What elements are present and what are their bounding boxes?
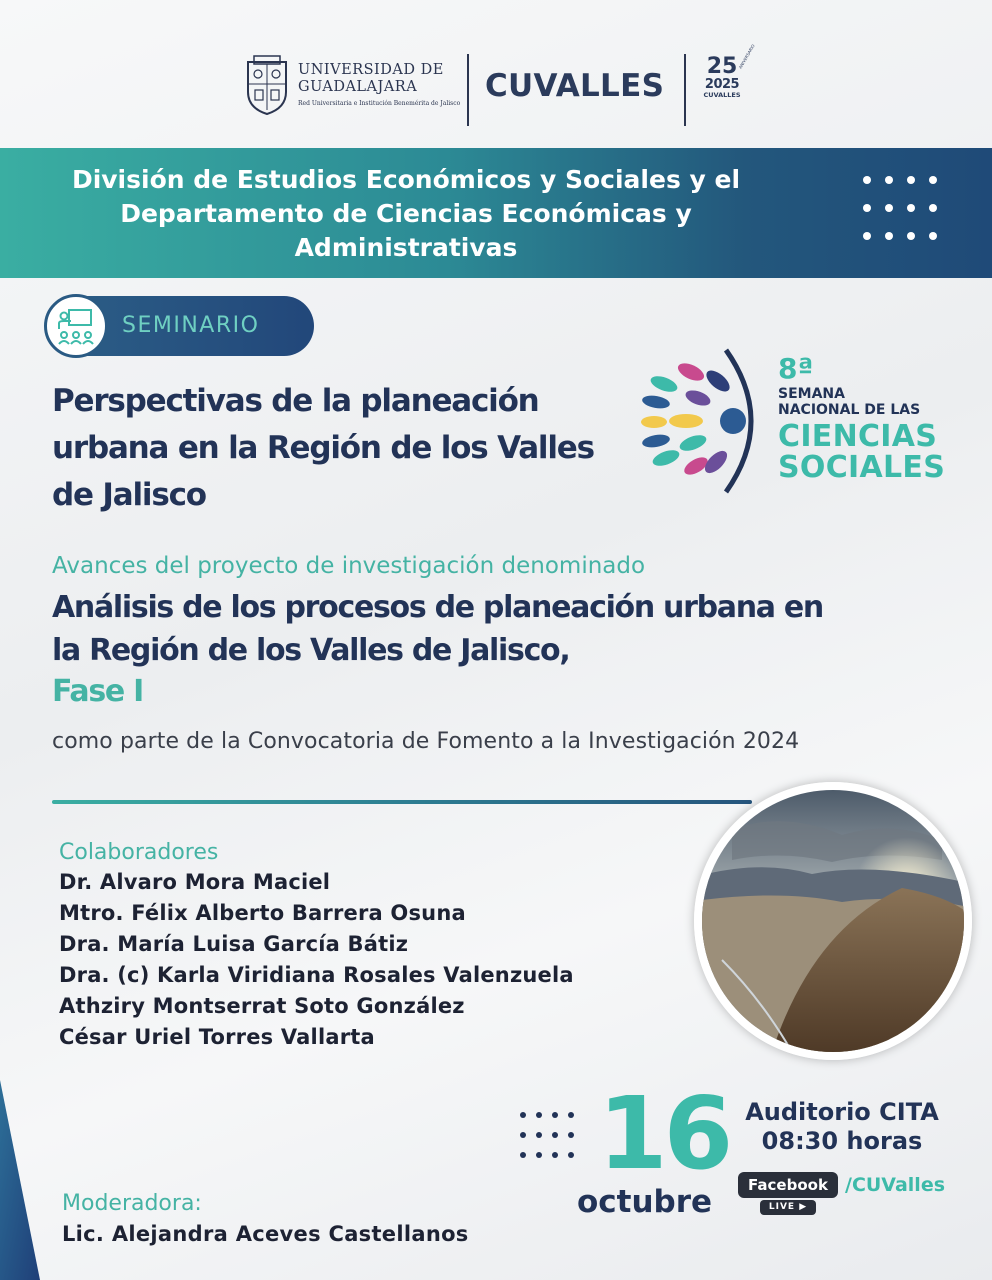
university-seal-icon [242,52,292,116]
collaborator-name: Dra. María Luisa García Bátiz [59,932,409,956]
event-time: 08:30 horas [761,1127,923,1155]
project-context: como parte de la Convocatoria de Fomento a la Investigación 2024 [52,729,800,754]
corner-accent [0,1080,60,1280]
live-badge: LIVE ▶ [760,1200,816,1215]
university-subtitle: Red Universitaria e Institución Benemérita de Jalisco [298,100,461,107]
collaborator-name: César Uriel Torres Vallarta [59,1025,375,1049]
collaborator-name: Dr. Alvaro Mora Maciel [59,870,331,894]
semana-subtitle: SEMANA NACIONAL DE LAS [778,386,921,418]
collaborators-list [59,867,574,1053]
presentation-icon [44,294,108,358]
section-divider [52,800,752,804]
project-name: Análisis de los procesos de planeación urbana en la Región de los Valles de Jalisco, [52,590,823,668]
moderator-heading: Moderadora: [62,1191,202,1216]
collaborator-name: Athziry Montserrat Soto González [59,994,465,1018]
project-intro: Avances del proyecto de investigación denominado [52,553,646,579]
dot-pattern [863,176,937,240]
facebook-live-logo: Facebook [738,1172,838,1198]
semana-title: CIENCIAS SOCIALES [778,419,946,485]
event-day: 16 [598,1075,730,1192]
semana-nacional-logo-icon [636,346,766,496]
seminar-title: Perspectivas de la planeación urbana en la Región de los Valles de Jalisco [52,383,594,513]
university-name: UNIVERSIDAD DE GUADALAJARA [298,62,444,95]
collaborator-name: Dra. (c) Karla Viridiana Rosales Valenzuela [59,963,574,987]
dot-pattern [520,1112,574,1158]
moderator-name: Lic. Alejandra Aceves Castellanos [62,1222,469,1246]
collaborator-name: Mtro. Félix Alberto Barrera Osuna [59,901,466,925]
event-month: octubre [577,1184,713,1220]
header-divider [684,54,686,126]
header-divider [467,54,469,126]
play-icon: ▶ [799,1202,808,1212]
campus-logo-text: CUVALLES [485,68,665,104]
collaborators-heading: Colaboradores [59,840,219,865]
project-phase: Fase I [52,674,143,709]
landscape-photo [694,782,972,1060]
semana-edition-number: 8ª [778,352,814,385]
seminar-label: SEMINARIO [122,313,260,338]
event-place: Auditorio CITA [745,1098,939,1126]
anniversary-logo: 25 2025 CUVALLES ANIVERSARIO [703,43,756,99]
division-title: División de Estudios Económicos y Sociales y el Departamento de Ciencias Económicas y Administrativas [71,165,741,262]
event-venue [736,1098,948,1156]
facebook-handle: /CUValles [845,1174,946,1196]
